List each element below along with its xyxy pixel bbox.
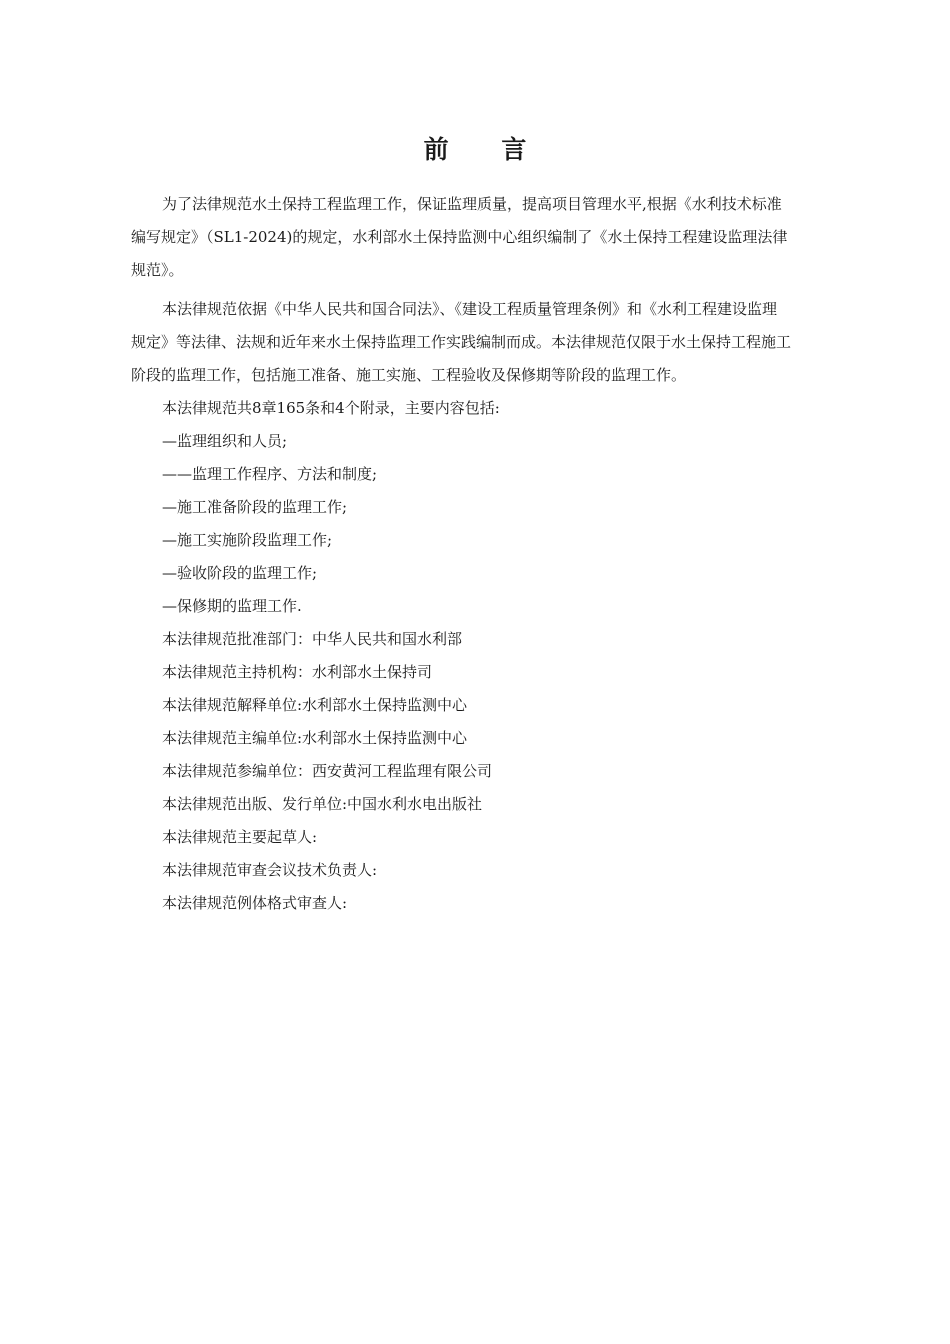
paragraph-1-line-3: 规范》。 [131,261,184,279]
technical-reviewer: 本法律规范审查会议技术负责人: [162,861,378,879]
main-drafters: 本法律规范主要起草人: [162,828,318,846]
list-item: —验收阶段的监理工作; [162,564,318,582]
info-lines [162,623,868,920]
list-item: —监理组织和人员; [162,432,288,450]
format-reviewer: 本法律规范例体格式审查人: [162,894,348,912]
summary-intro: 本法律规范共8章165条和4个附录，主要内容包括: [162,399,500,417]
chief-editor-unit: 本法律规范主编单位:水利部水土保持监测中心 [162,729,468,747]
list-item: —施工实施阶段监理工作; [162,531,333,549]
publisher-unit: 本法律规范出版、发行单位:中国水利水电出版社 [162,795,483,813]
list-item: ——监理工作程序、方法和制度; [162,465,378,483]
paragraph-1-line-1: 为了法律规范水土保持工程监理工作，保证监理质量，提高项目管理水平,根据《水利技术标准 [162,195,782,213]
participating-unit: 本法律规范参编单位：西安黄河工程监理有限公司 [162,762,493,780]
paragraph-1-line-2: 编写规定》（SL1-2024)的规定，水利部水土保持监测中心组织编制了《水土保持工程建设监理法律 [131,228,788,246]
approval-department: 本法律规范批准部门：中华人民共和国水利部 [162,630,463,648]
interpretation-unit: 本法律规范解释单位:水利部水土保持监测中心 [162,696,468,714]
document-body [131,188,868,920]
content-list [162,425,868,623]
paragraph-2-line-1: 本法律规范依据《中华人民共和国合同法》、《建设工程质量管理条例》和《水利工程建设监理 [162,300,778,318]
page-title: 前 言 [423,135,549,164]
paragraph-1 [131,188,868,287]
host-organization: 本法律规范主持机构：水利部水土保持司 [162,663,433,681]
paragraph-2-line-2: 规定》等法律、法规和近年来水土保持监理工作实践编制而成。本法律规范仅限于水土保持工程施工 [131,333,792,351]
paragraph-2-line-3: 阶段的监理工作，包括施工准备、施工实施、工程验收及保修期等阶段的监理工作。 [131,366,687,384]
list-item: —施工准备阶段的监理工作; [162,498,348,516]
paragraph-2 [131,293,868,392]
list-item: —保修期的监理工作. [162,597,302,615]
